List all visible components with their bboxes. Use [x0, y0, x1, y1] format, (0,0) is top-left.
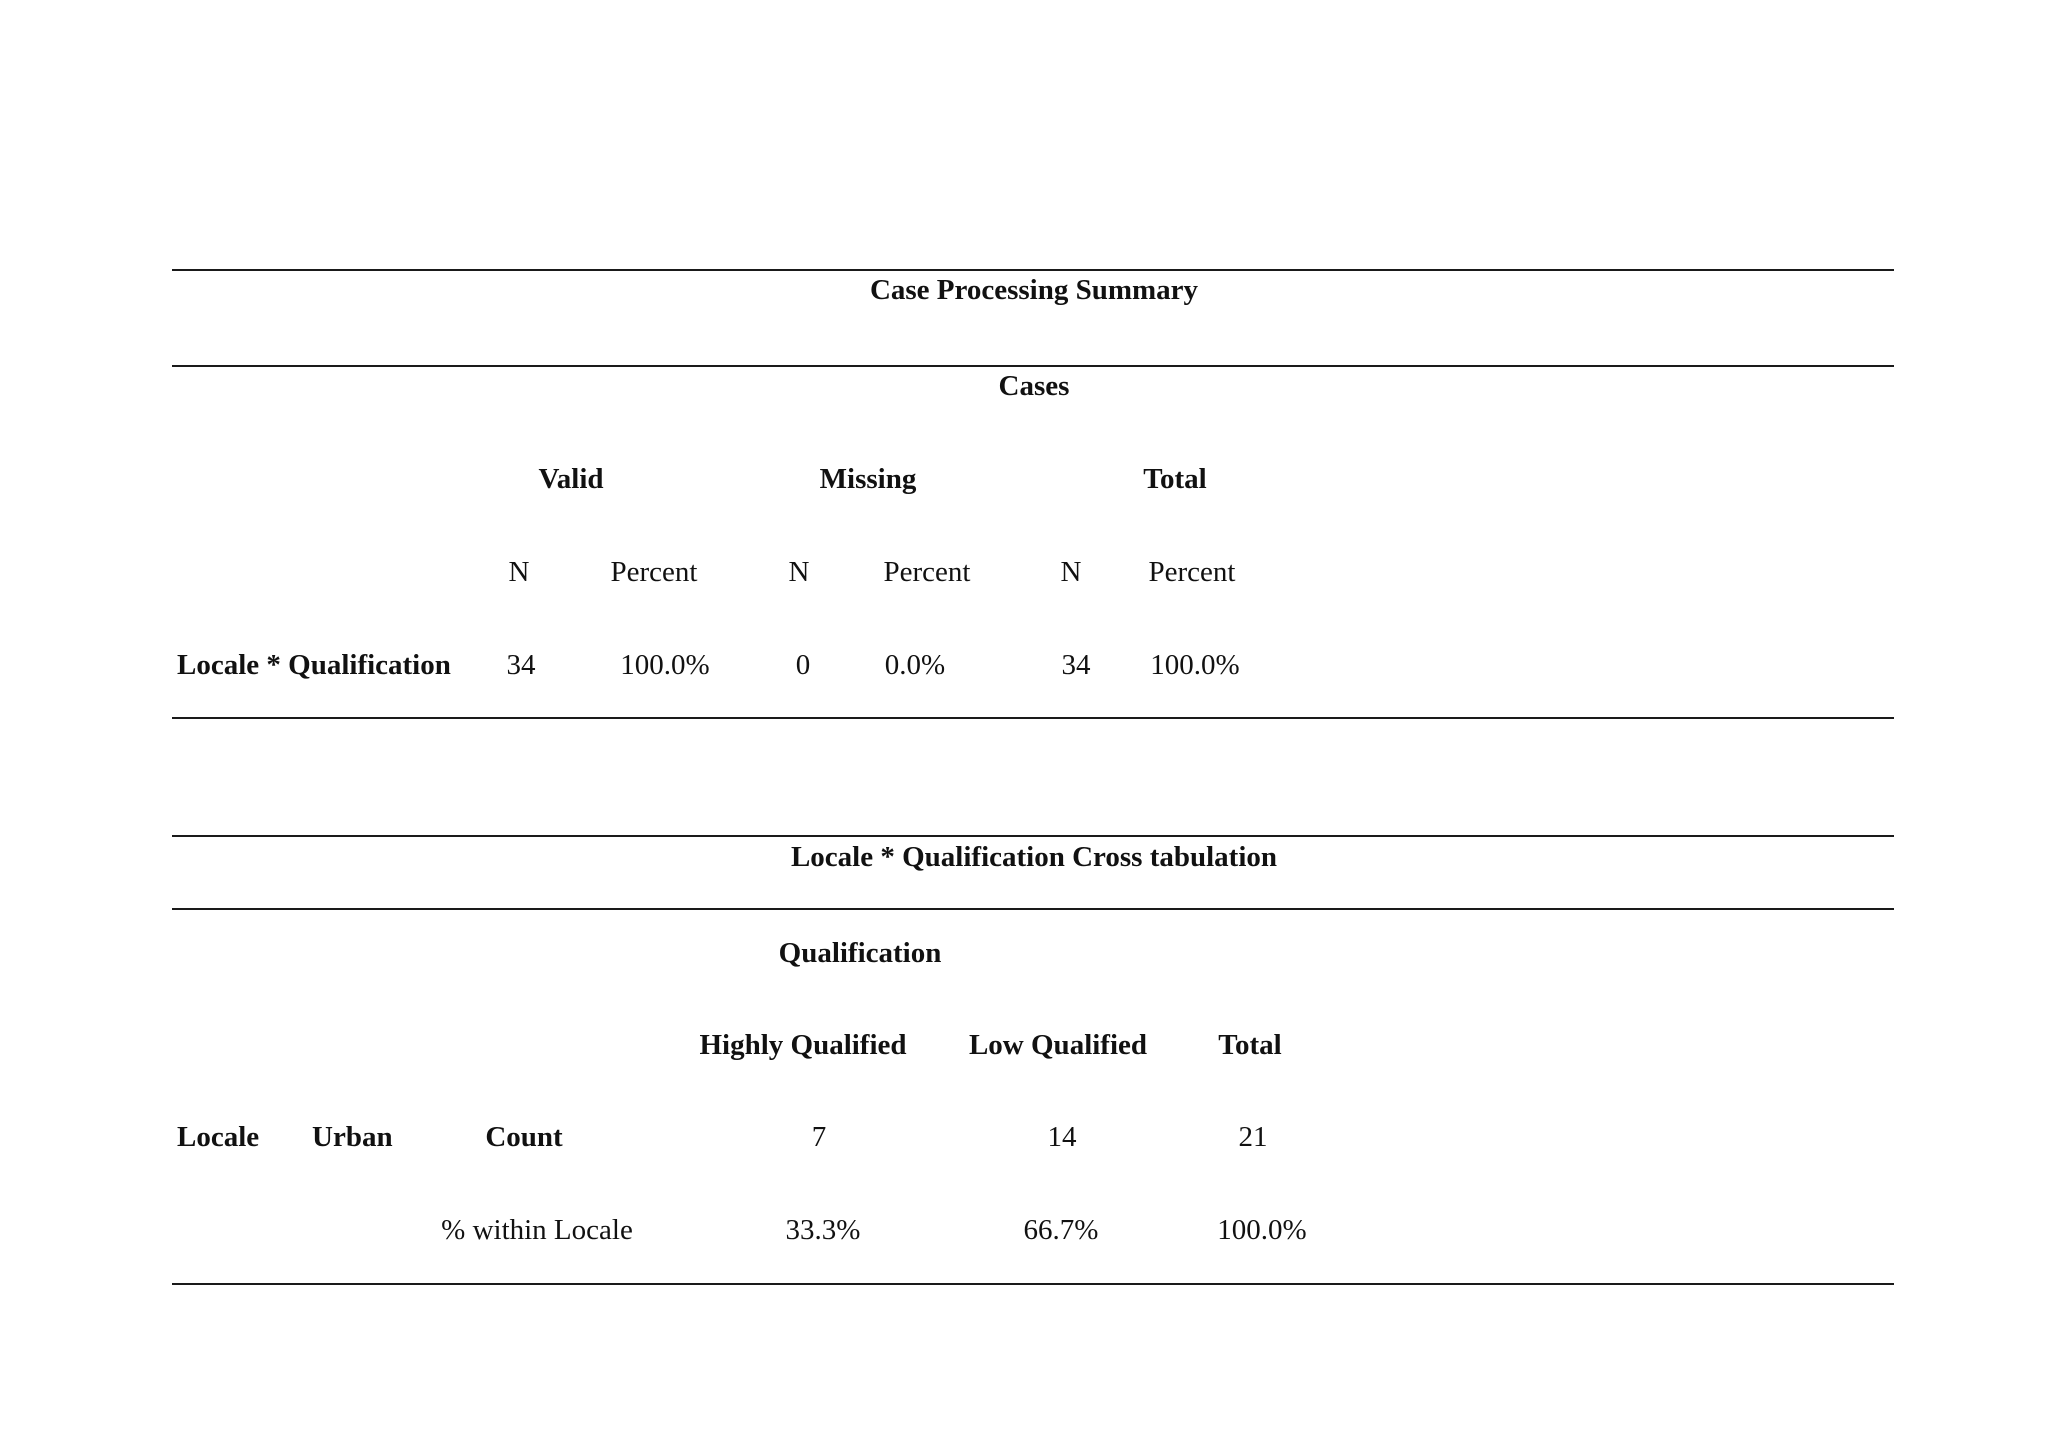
crosstab-title: Locale * Qualification Cross tabulation [790, 841, 1278, 873]
count-cell-total: 21 [1238, 1121, 1268, 1153]
cases-header: Cases [998, 370, 1070, 402]
summary-header-rule [172, 365, 1894, 367]
subheader-missing-percent: Percent [883, 556, 971, 588]
group-header-missing: Missing [819, 463, 917, 495]
summary-cell-total-percent: 100.0% [1150, 649, 1240, 681]
percent-cell-highly-qualified: 33.3% [785, 1214, 861, 1246]
subheader-total-n: N [1060, 556, 1082, 588]
count-cell-low-qualified: 14 [1047, 1121, 1077, 1153]
group-header-total: Total [1143, 463, 1207, 495]
subheader-missing-n: N [788, 556, 810, 588]
row-variable-label: Locale [177, 1121, 260, 1153]
crosstab-bottom-rule [172, 1283, 1894, 1285]
crosstab-top-rule [172, 835, 1894, 837]
subheader-total-percent: Percent [1148, 556, 1236, 588]
count-cell-highly-qualified: 7 [811, 1121, 827, 1153]
percent-row-label: % within Locale [441, 1214, 633, 1246]
summary-title: Case Processing Summary [869, 274, 1199, 306]
percent-cell-total: 100.0% [1217, 1214, 1307, 1246]
row-category-label: Urban [312, 1121, 393, 1153]
column-header-low-qualified: Low Qualified [968, 1029, 1148, 1061]
percent-cell-low-qualified: 66.7% [1023, 1214, 1099, 1246]
subheader-valid-n: N [508, 556, 530, 588]
count-row-label: Count [485, 1121, 563, 1153]
summary-bottom-rule [172, 717, 1894, 719]
crosstab-header-rule [172, 908, 1894, 910]
qualification-header: Qualification [778, 937, 942, 969]
column-header-highly-qualified: Highly Qualified [699, 1029, 907, 1061]
summary-cell-missing-n: 0 [795, 649, 811, 681]
summary-cell-missing-percent: 0.0% [884, 649, 946, 681]
summary-cell-valid-percent: 100.0% [620, 649, 710, 681]
subheader-valid-percent: Percent [610, 556, 698, 588]
column-header-total: Total [1218, 1029, 1282, 1061]
group-header-valid: Valid [538, 463, 604, 495]
summary-cell-total-n: 34 [1061, 649, 1091, 681]
summary-cell-valid-n: 34 [506, 649, 536, 681]
summary-row-label: Locale * Qualification [177, 649, 451, 681]
summary-top-rule [172, 269, 1894, 271]
